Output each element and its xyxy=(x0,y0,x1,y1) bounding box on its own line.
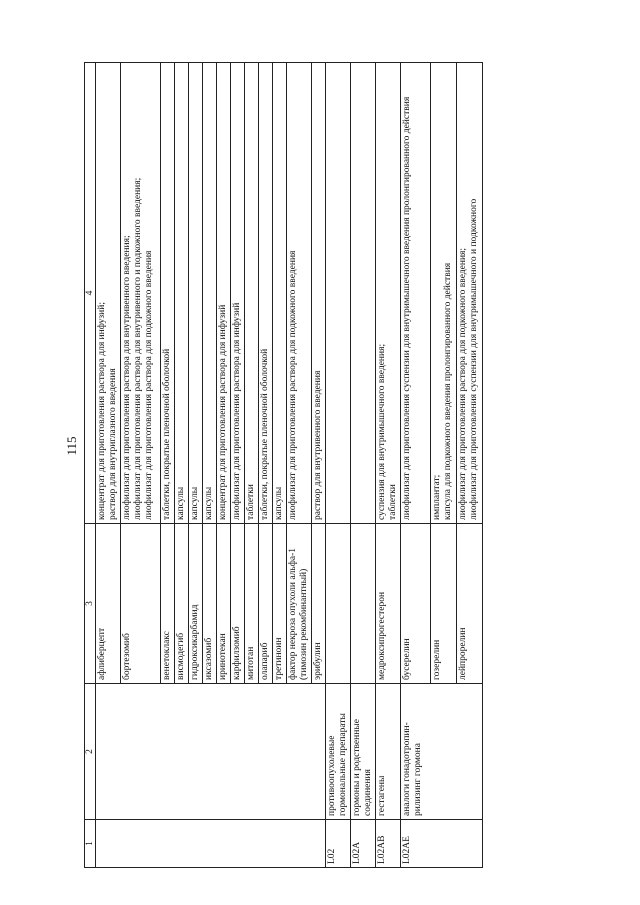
table-row xyxy=(96,63,121,868)
form-line: таблетки xyxy=(388,484,398,520)
form-cell xyxy=(189,63,203,524)
drug-table xyxy=(84,62,483,868)
drug-cell: бортезомиб xyxy=(121,524,161,684)
drug-cell: иринотекан xyxy=(217,524,231,684)
form-cell xyxy=(273,63,287,524)
form-line: капсулы xyxy=(190,486,200,520)
form-cell xyxy=(245,63,259,524)
form-line: лиофилизат для приготовления раствора для подкожного введения xyxy=(144,250,154,520)
form-cell xyxy=(203,63,217,524)
form-cell xyxy=(312,63,326,524)
code-cell: L02 xyxy=(326,820,351,868)
form-cell xyxy=(457,63,483,524)
drug-cell: иксазомиб xyxy=(203,524,217,684)
form-line: лиофилизат для приготовления суспензии для внутримышечного введения пролонгированного действия xyxy=(402,96,412,520)
group-cell: гормоны и родственные соединения xyxy=(351,684,376,820)
drug-cell: бусерелин xyxy=(401,524,431,684)
drug-cell: гидроксикарбамид xyxy=(189,524,203,684)
form-cell xyxy=(217,63,231,524)
drug-cell: венетоклакс xyxy=(161,524,175,684)
header-col-3: 3 xyxy=(85,524,96,684)
form-cell xyxy=(96,63,121,524)
table-row xyxy=(351,63,376,868)
form-line: суспензия для внутримышечного введения; xyxy=(377,343,387,520)
drug-cell: афлиберцепт xyxy=(96,524,121,684)
form-cell xyxy=(161,63,175,524)
header-col-1: 1 xyxy=(85,820,96,868)
table-row xyxy=(326,63,351,868)
table-row xyxy=(401,63,431,868)
drug-cell: митотан xyxy=(245,524,259,684)
page-number: 115 xyxy=(64,436,79,456)
form-cell xyxy=(376,63,401,524)
form-cell xyxy=(287,63,312,524)
form-cell xyxy=(175,63,189,524)
header-col-4: 4 xyxy=(85,63,96,524)
form-line: концентрат для приготовления раствора для инфузий; xyxy=(97,302,107,520)
drug-cell: фактор некроза опухоли альфа-1 (тимозин рекомбинантный) xyxy=(287,524,312,684)
drug-cell: карфилзомиб xyxy=(231,524,245,684)
group-cell: аналоги гонадотропин-рилизинг гормона xyxy=(401,684,483,820)
form-line: лиофилизат для приготовления раствора для внутривенного и подкожного введения; xyxy=(133,177,143,520)
header-row xyxy=(85,63,96,868)
form-cell xyxy=(431,63,457,524)
drug-cell: олапариб xyxy=(259,524,273,684)
drug-cell: висмодегиб xyxy=(175,524,189,684)
form-line: таблетки, покрытые пленочной оболочкой xyxy=(162,348,172,520)
form-cell xyxy=(259,63,273,524)
code-cell: L02AB xyxy=(376,820,401,868)
code-cell: L02AE xyxy=(401,820,483,868)
form-line: раствор для внутриглазного введения xyxy=(108,368,118,520)
group-cell: противоопухолевые гормональные препараты xyxy=(326,684,351,820)
form-cell xyxy=(351,63,376,524)
form-line: раствор для внутривенного введения xyxy=(313,370,323,520)
drug-cell: эрибулин xyxy=(312,524,326,684)
group-cell xyxy=(96,684,326,820)
form-cell xyxy=(121,63,161,524)
form-line: лиофилизат для приготовления суспензии для внутримышечного и подкожного xyxy=(469,198,479,520)
table-row xyxy=(376,63,401,868)
form-line: капсулы xyxy=(274,486,284,520)
form-line: имплантат; xyxy=(432,474,442,520)
form-line: концентрат для приготовления раствора для инфузий xyxy=(218,304,228,520)
form-line: лиофилизат для приготовления раствора для инфузий xyxy=(232,302,242,520)
form-line: капсула для подкожного введения пролонгированного действия xyxy=(443,262,453,520)
form-cell xyxy=(231,63,245,524)
code-cell: L02A xyxy=(351,820,376,868)
drug-cell: третиноин xyxy=(273,524,287,684)
table-body xyxy=(96,63,483,868)
drug-cell xyxy=(326,524,351,684)
drug-cell xyxy=(351,524,376,684)
group-cell: гестагены xyxy=(376,684,401,820)
form-line: капсулы xyxy=(176,486,186,520)
form-line: таблетки xyxy=(246,484,256,520)
drug-cell: гозерелин xyxy=(431,524,457,684)
form-line: лиофилизат для приготовления раствора для подкожного введения; xyxy=(458,247,468,520)
header-col-2: 2 xyxy=(85,684,96,820)
form-line: лиофилизат для приготовления раствора для внутривенного введения; xyxy=(122,235,132,520)
form-line: таблетки, покрытые пленочной оболочкой xyxy=(260,348,270,520)
rotated-table-wrapper xyxy=(84,63,483,868)
drug-cell: медроксипрогестерон xyxy=(376,524,401,684)
code-cell xyxy=(96,820,326,868)
drug-cell: лейпрорелин xyxy=(457,524,483,684)
form-line: капсулы xyxy=(204,486,214,520)
form-cell xyxy=(326,63,351,524)
form-cell xyxy=(401,63,431,524)
form-line: лиофилизат для приготовления раствора для подкожного введения xyxy=(288,250,298,520)
